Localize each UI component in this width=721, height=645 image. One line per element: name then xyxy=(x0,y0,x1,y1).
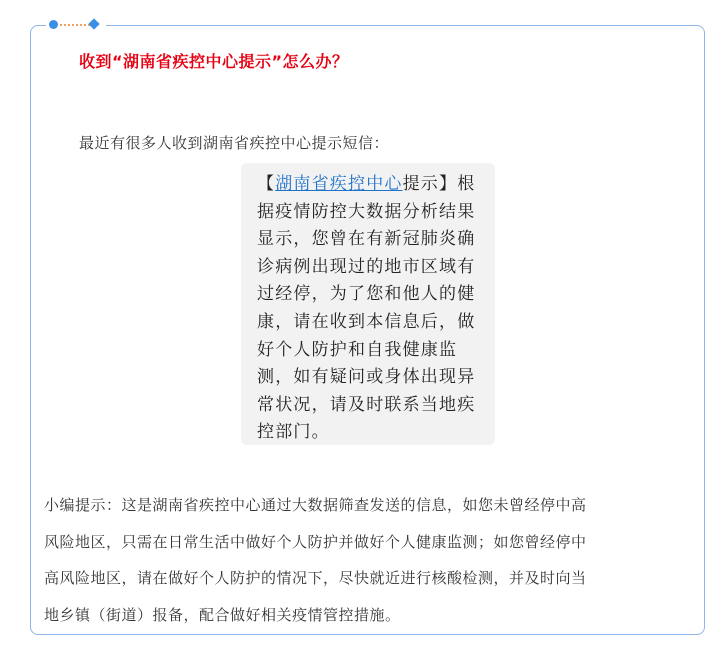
editor-note xyxy=(44,487,696,633)
note-line: 小编提示：这是湖南省疾控中心通过大数据筛查发送的信息，如您未曾经停中高 xyxy=(44,496,587,514)
intro-text: 最近有很多人收到湖南省疾控中心提示短信： xyxy=(79,134,390,152)
sms-line: 康，请在收到本信息后，做 xyxy=(257,311,476,332)
sms-line-first xyxy=(257,171,485,199)
sms-line: 诊病例出现过的地市区域有 xyxy=(257,256,476,277)
sms-line: 测，如有疑问或身体出现异 xyxy=(257,367,476,388)
sms-message-bubble xyxy=(241,163,495,445)
sms-line: 显示，您曾在有新冠肺炎确 xyxy=(257,229,476,250)
note-line: 地乡镇（街道）报备，配合做好相关疫情管控措施。 xyxy=(44,605,401,624)
sender-link[interactable]: 湖南省疾控中心 xyxy=(275,174,403,194)
article-title: 收到“湖南省疾控中心提示”怎么办？ xyxy=(79,52,349,71)
note-line: 风险地区，只需在日常生活中做好个人防护并做好个人健康监测；如您曾经停中 xyxy=(44,532,587,551)
header-decoration xyxy=(46,16,106,34)
note-line: 高风险地区，请在做好个人防护的情况下，尽快就近进行核酸检测，并及时向当 xyxy=(44,569,587,587)
sms-line: 常状况，请及时联系当地疾 xyxy=(257,394,476,415)
sms-line: 控部门。 xyxy=(257,422,330,443)
sms-line: 好个人防护和自我健康监 xyxy=(257,339,458,360)
dot-icon xyxy=(49,20,58,29)
diamond-icon xyxy=(88,18,99,29)
sms-open-bracket: 【 xyxy=(257,174,276,194)
sms-line: 据疫情防控大数据分析结果 xyxy=(257,201,476,222)
sms-line: 过经停，为了您和他人的健 xyxy=(257,284,476,305)
dotted-line-icon xyxy=(60,24,90,26)
sms-line-first-rest: 提示】根 xyxy=(402,174,476,194)
